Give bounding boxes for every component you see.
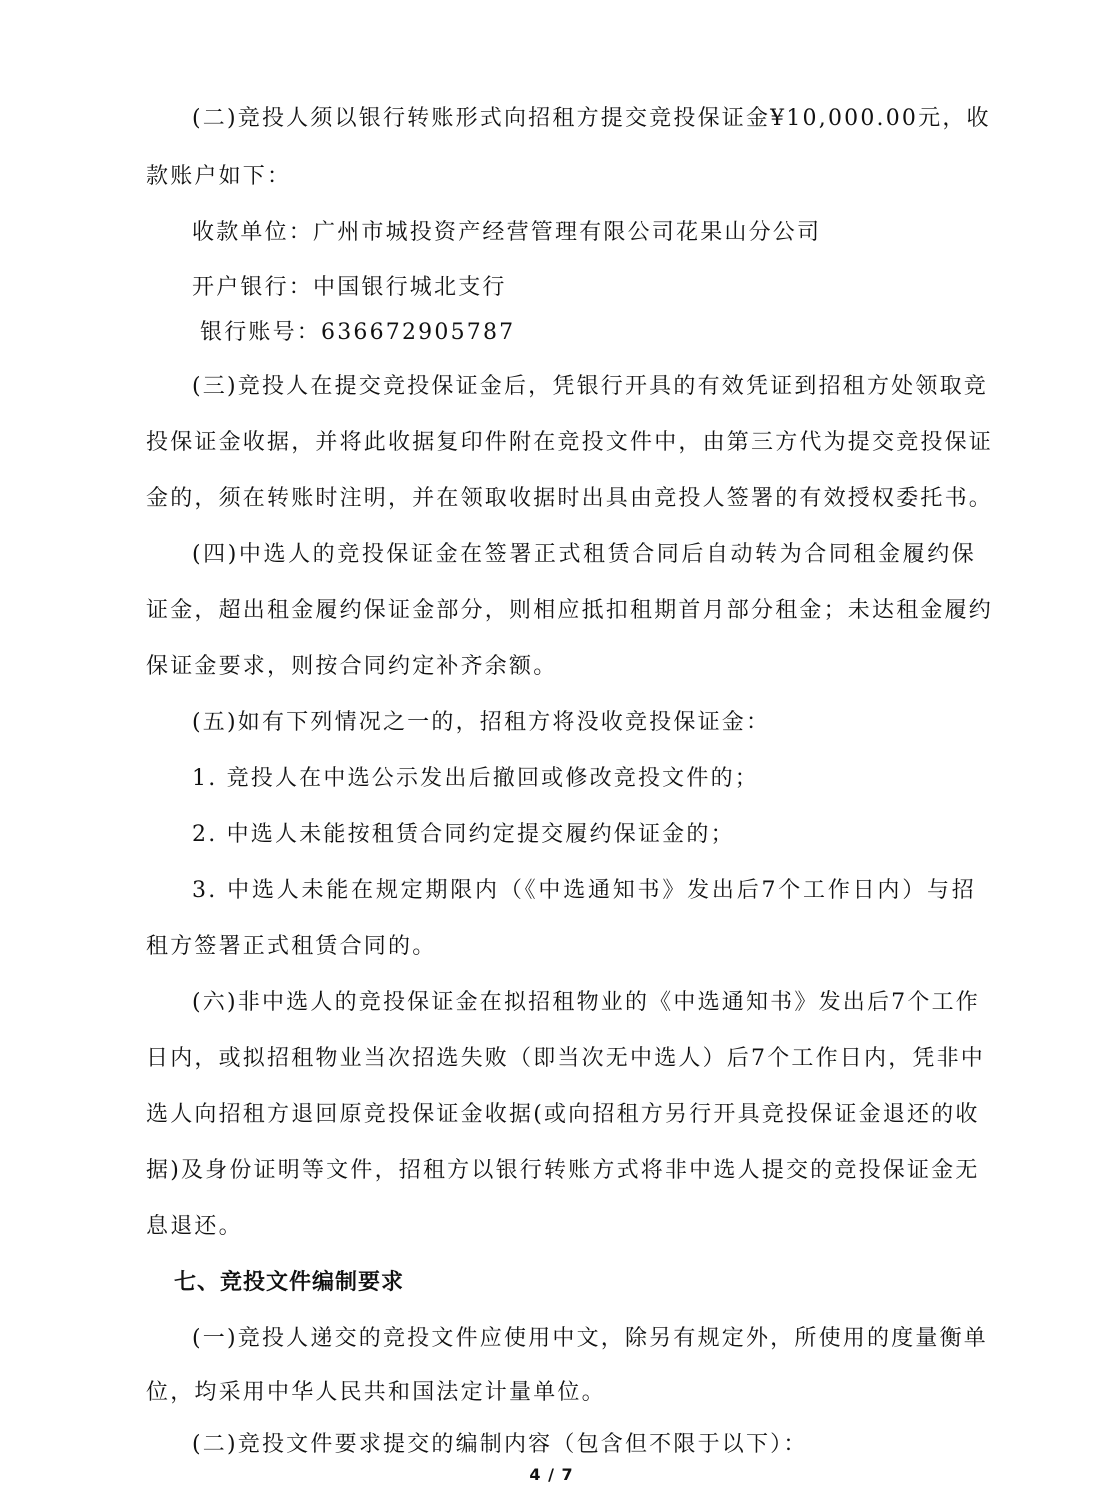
section-paragraph-1-line-1: (一)竞投人递交的竞投文件应使用中文，除另有规定外，所使用的度量衡单 — [192, 1326, 988, 1351]
paragraph-3-line-3: 金的，须在转账时注明，并在领取收据时出具由竞投人签署的有效授权委托书。 — [146, 486, 994, 511]
paragraph-2-line-1: (二)竞投人须以银行转账形式向招租方提交竞投保证金¥10,000.00元，收 — [192, 106, 991, 131]
section-heading: 七、竞投文件编制要求 — [174, 1270, 405, 1295]
payee-line: 收款单位：广州市城投资产经营管理有限公司花果山分公司 — [192, 220, 822, 245]
paragraph-6-line-4: 据)及身份证明等文件，招租方以银行转账方式将非中选人提交的竞投保证金无 — [146, 1158, 980, 1183]
paragraph-6-line-1: (六)非中选人的竞投保证金在拟招租物业的《中选通知书》发出后7个工作 — [192, 990, 980, 1015]
paragraph-2-line-2: 款账户如下： — [146, 164, 292, 189]
list-item-1: 1. 竞投人在中选公示发出后撤回或修改竞投文件的； — [192, 766, 759, 791]
paragraph-3-line-2: 投保证金收据，并将此收据复印件附在竞投文件中，由第三方代为提交竞投保证 — [146, 430, 994, 455]
paragraph-5-line-1: (五)如有下列情况之一的，招租方将没收竞投保证金： — [192, 710, 771, 735]
paragraph-4-line-2: 证金，超出租金履约保证金部分，则相应抵扣租期首月部分租金；未达租金履约 — [146, 598, 994, 623]
section-paragraph-2-line-1: (二)竞投文件要求提交的编制内容（包含但不限于以下）： — [192, 1432, 808, 1457]
paragraph-6-line-3: 选人向招租方退回原竞投保证金收据(或向招租方另行开具竞投保证金退还的收 — [146, 1102, 980, 1127]
paragraph-6-line-5: 息退还。 — [146, 1214, 243, 1239]
paragraph-3-line-1: (三)竞投人在提交竞投保证金后，凭银行开具的有效凭证到招租方处领取竞 — [192, 374, 988, 399]
paragraph-6-line-2: 日内，或拟招租物业当次招选失败（即当次无中选人）后7个工作日内，凭非中 — [146, 1046, 985, 1071]
account-line: 银行账号：636672905787 — [200, 320, 516, 345]
bank-line: 开户银行：中国银行城北支行 — [192, 275, 507, 300]
list-item-2: 2. 中选人未能按租赁合同约定提交履约保证金的； — [192, 822, 735, 847]
section-paragraph-1-line-2: 位，均采用中华人民共和国法定计量单位。 — [146, 1380, 606, 1405]
list-item-3-line-1: 3. 中选人未能在规定期限内（《中选通知书》发出后7个工作日内）与招 — [192, 878, 976, 903]
list-item-3-line-2: 租方签署正式租赁合同的。 — [146, 934, 437, 959]
paragraph-4-line-3: 保证金要求，则按合同约定补齐余额。 — [146, 654, 558, 679]
paragraph-4-line-1: (四)中选人的竞投保证金在签署正式租赁合同后自动转为合同租金履约保 — [192, 542, 976, 567]
page-number: 4 / 7 — [529, 1465, 574, 1484]
